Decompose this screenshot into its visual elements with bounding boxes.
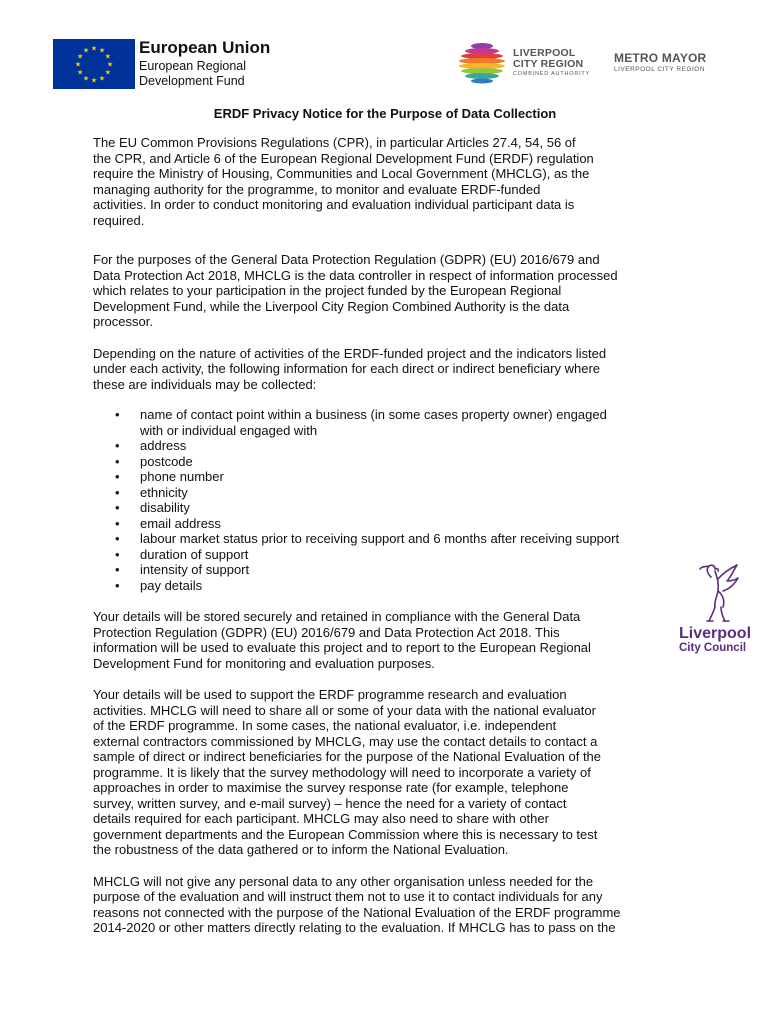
paragraph-evaluation: Your details will be used to support the ERDF programme research and evaluation activities. MHCLG will need to share all or some of your data with the national evaluator of the ERDF programme. In some cases, the national evaluator, i.e. independent external contractors commissioned by MHCLG, may use the contact details to contact a sample of direct or indirect beneficiaries for the purpose of the National Evaluation of the programme. It is likely that the survey methodology will need to incorporate a variety of approaches in order to maximise the survey response rate (for example, telephone survey, written survey, and e-mail survey) – hence the need for a variety of contact details required for each participant. MHCLG may also need to share with other government departments and the European Commission where this is necessary to test the robustness of the data gathered or to inform the National Evaluation. xyxy=(93,687,602,857)
eu-star-icon: ★ xyxy=(76,53,84,61)
eu-star-icon: ★ xyxy=(106,61,114,69)
lcr-line3: COMBINED AUTHORITY xyxy=(513,71,591,77)
eu-subtitle-line1: European Regional xyxy=(139,59,247,73)
document-body xyxy=(93,135,673,936)
liverpool-city-council-logo xyxy=(679,625,751,655)
paragraph-gdpr: For the purposes of the General Data Protection Regulation (GDPR) (EU) 2016/679 and Data Protection Act 2018, MHCLG is the data controller in respect of information processed which relates to your participation in the project funded by the European Regional Development Fund, while the Liverpool City Region Combined Authority is the data processor. xyxy=(93,252,618,329)
list-item: • email address xyxy=(93,516,673,532)
paragraph-storage: Your details will be stored securely and retained in compliance with the General Data Protection Regulation (GDPR) (EU) 2016/679 and Data Protection Act 2018. This information will be used to evaluate this project and to report to the European Regional Development Fund for monitoring and evaluation purposes. xyxy=(93,609,591,671)
list-item: • phone number xyxy=(93,469,673,485)
lcr-globe-logo xyxy=(456,42,508,84)
lcr-line1: LIVERPOOL xyxy=(513,47,576,59)
metro-mayor-logo xyxy=(614,52,706,74)
eu-star-icon: ★ xyxy=(90,45,98,53)
list-item: • name of contact point within a business (in some cases property owner) engaged with or individual engaged with xyxy=(93,407,673,438)
eu-star-icon: ★ xyxy=(76,69,84,77)
lcr-line2: CITY REGION xyxy=(513,58,584,70)
list-item: • intensity of support xyxy=(93,562,673,578)
paragraph-data-collected: Depending on the nature of activities of the ERDF-funded project and the indicators listed under each activity, the following information for each direct or indirect beneficiary where these are individuals may be collected: xyxy=(93,345,607,392)
eu-star-icon: ★ xyxy=(82,75,90,83)
eu-subtitle-line2: Development Fund xyxy=(139,74,245,88)
metro-mayor-title: METRO MAYOR xyxy=(614,51,707,65)
lcr-logo-text xyxy=(513,48,590,78)
list-item: • ethnicity xyxy=(93,485,673,501)
list-item: • disability xyxy=(93,500,673,516)
data-items-list xyxy=(93,407,673,593)
eu-star-icon: ★ xyxy=(90,77,98,85)
list-item: • pay details xyxy=(93,578,673,594)
list-item: • duration of support xyxy=(93,547,673,563)
paragraph-cpr: The EU Common Provisions Regulations (CPR), in particular Articles 27.4, 54, 56 of the CPR, and Article 6 of the European Regional Development Fund (ERDF) regulation require the Ministry of Housing, Communities and Local Government (MHCLG), as the managing authority for the programme, to monitor and evaluate ERDF-funded activities. In order to conduct monitoring and evaluation individual participant data is required. xyxy=(93,135,594,228)
council-logo-line2: City Council xyxy=(679,642,747,654)
eu-star-icon: ★ xyxy=(98,47,106,55)
eu-star-icon: ★ xyxy=(104,69,112,77)
eu-star-icon: ★ xyxy=(74,61,82,69)
paragraph-sharing: MHCLG will not give any personal data to any other organisation unless needed for the purpose of the evaluation and will instruct them not to use it to contact individuals for any reasons not connected with the purpose of the National Evaluation of the ERDF programme 2014-2020 or other matters directly relating to the evaluation. If MHCLG has to pass on the xyxy=(93,873,621,935)
list-item: • postcode xyxy=(93,454,673,470)
liver-bird-icon xyxy=(697,563,741,625)
eu-star-icon: ★ xyxy=(98,75,106,83)
document-title: ERDF Privacy Notice for the Purpose of Data Collection xyxy=(213,106,557,121)
council-logo-line1: Liverpool xyxy=(679,625,752,642)
eu-flag-logo xyxy=(53,39,135,89)
eu-star-icon: ★ xyxy=(104,53,112,61)
eu-logo-text xyxy=(139,38,270,89)
metro-mayor-subtitle: LIVERPOOL CITY REGION xyxy=(614,66,706,73)
eu-star-icon: ★ xyxy=(82,47,90,55)
list-item: • labour market status prior to receiving support and 6 months after receiving support xyxy=(93,531,673,547)
eu-title: European Union xyxy=(139,38,271,57)
list-item: • address xyxy=(93,438,673,454)
